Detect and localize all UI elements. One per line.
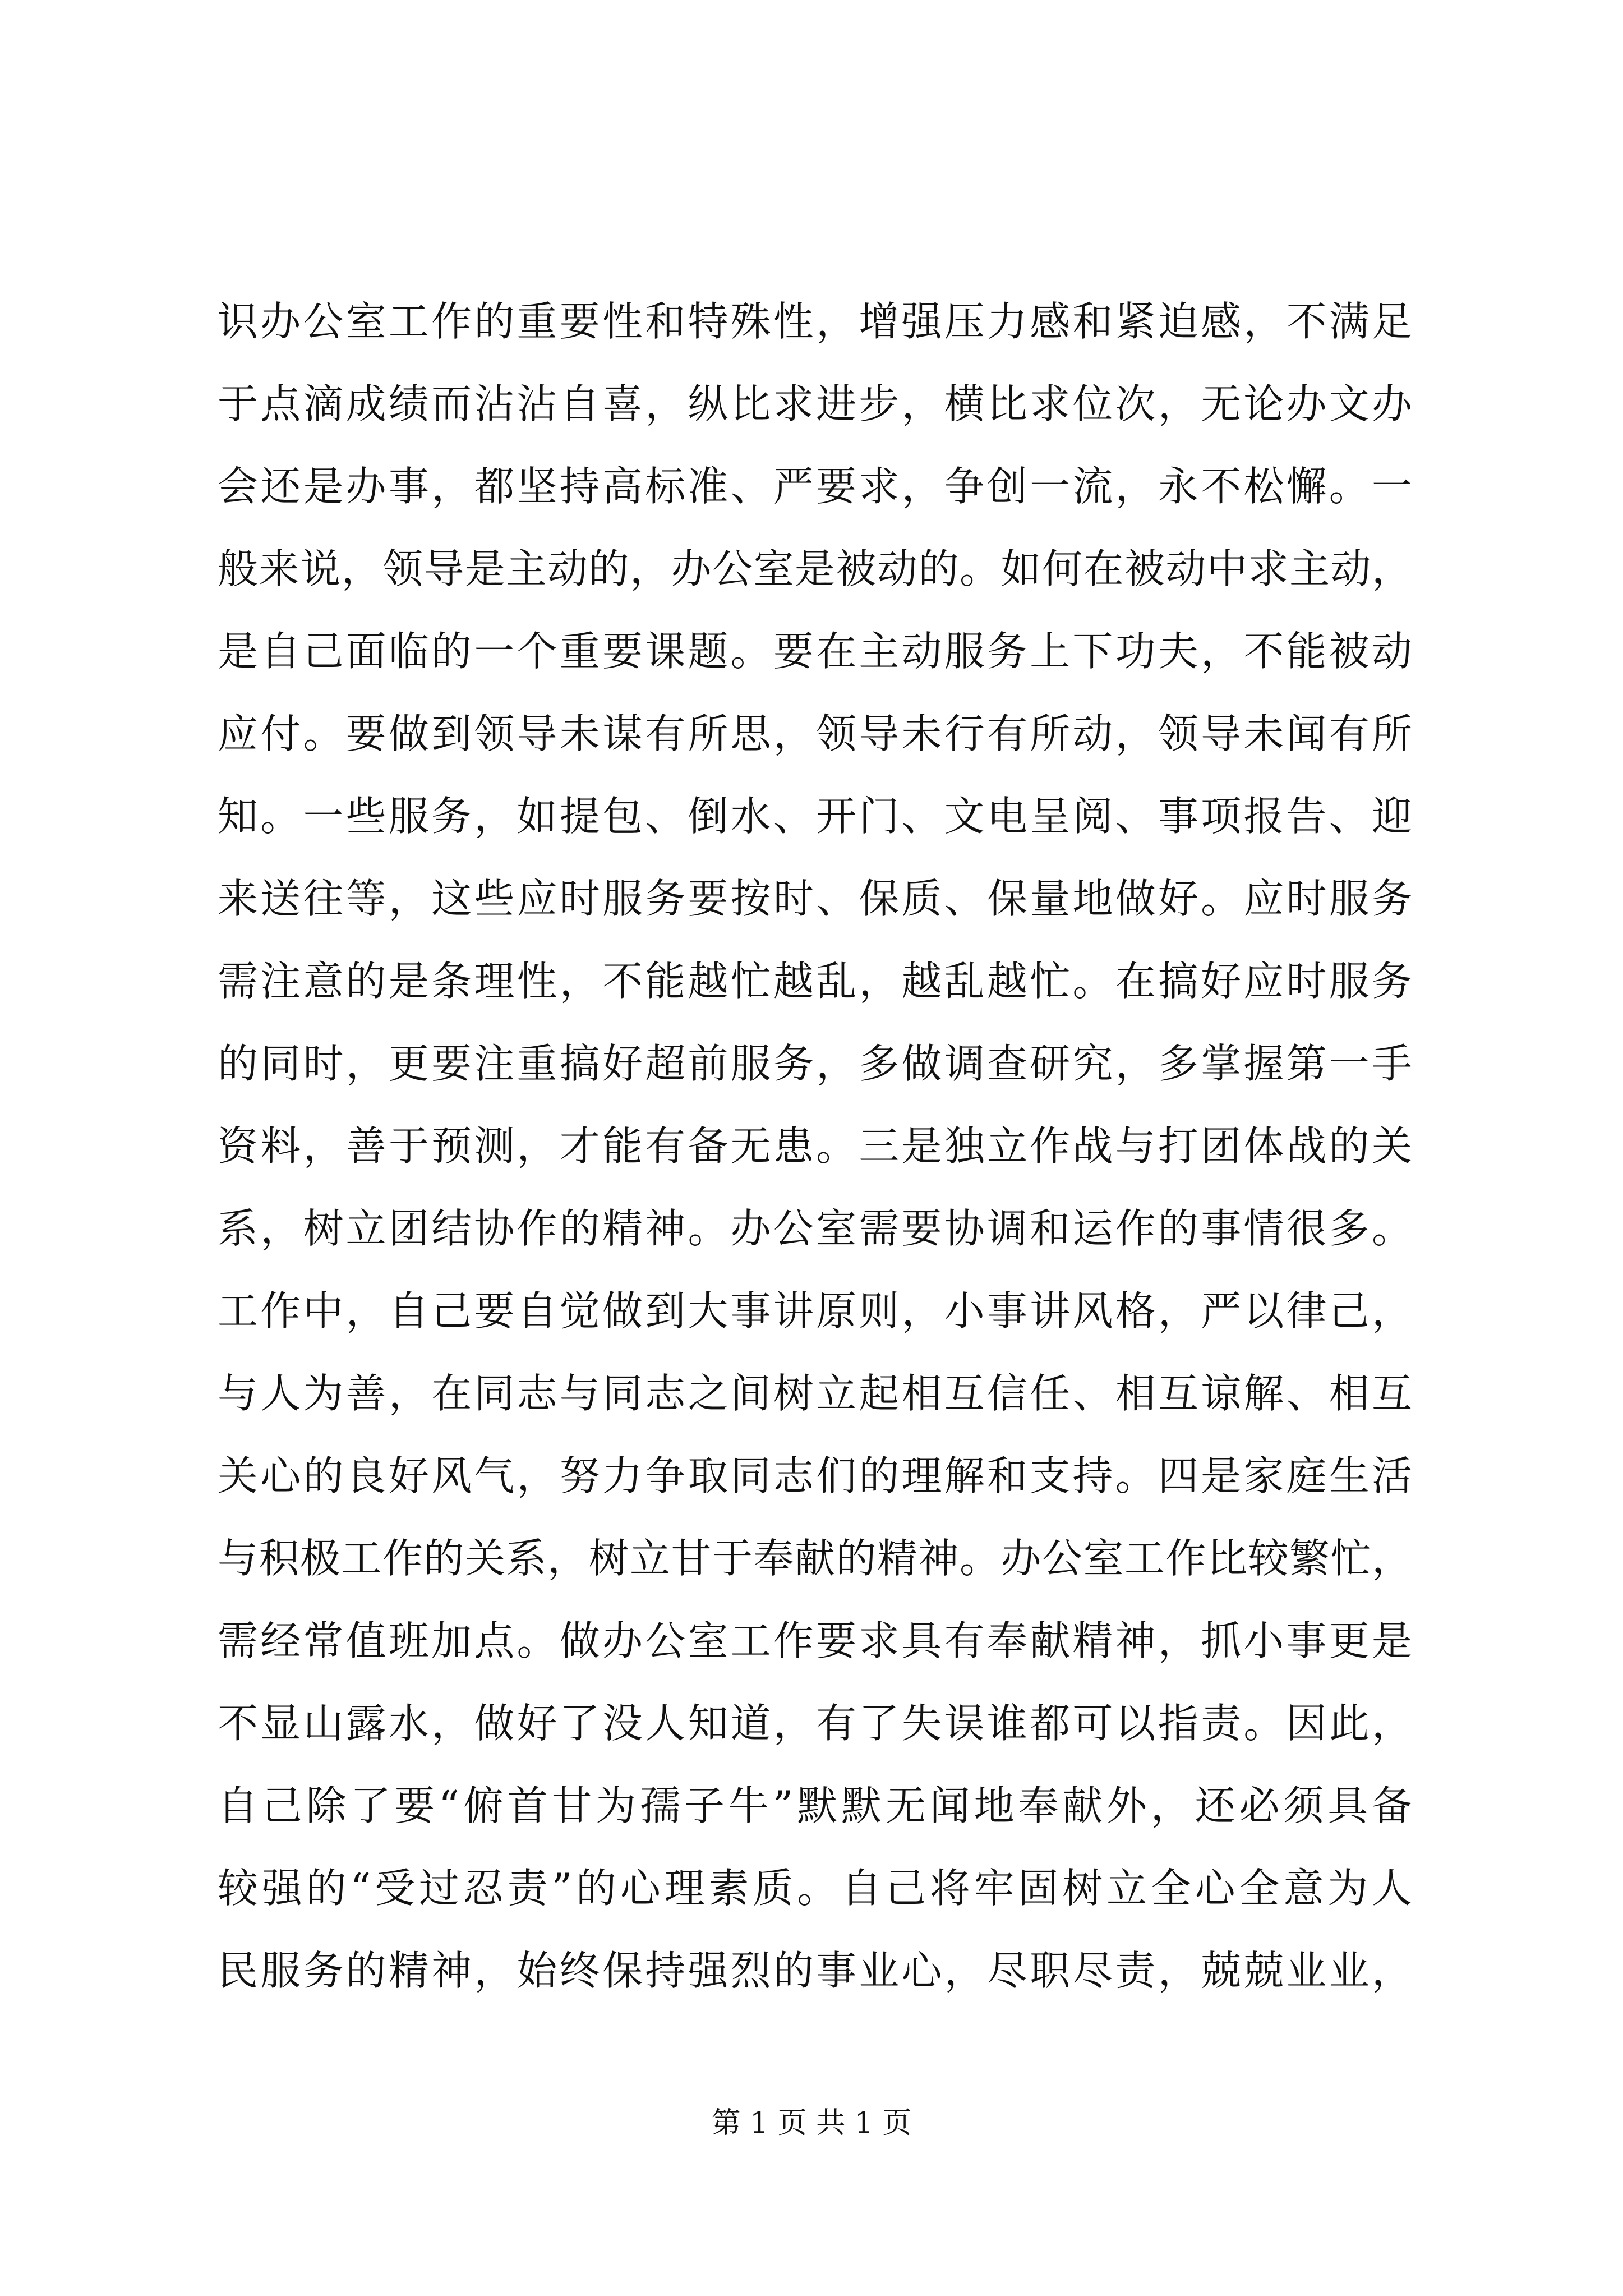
body-text (218, 280, 1412, 2012)
text-line: 来送往等，这些应时服务要按时、保质、保量地做好。应时服务 (218, 875, 1412, 922)
text-line: 自己除了要“俯首甘为孺子牛”默默无闻地奉献外，还必须具备 (218, 1782, 1412, 1829)
text-line: 识办公室工作的重要性和特殊性，增强压力感和紧迫感，不满足 (218, 298, 1412, 345)
text-line: 与积极工作的关系，树立甘于奉献的精神。办公室工作比较繁忙， (218, 1535, 1412, 1582)
text-line: 会还是办事，都坚持高标准、严要求，争创一流，永不松懈。一 (218, 463, 1412, 510)
text-line: 关心的良好风气，努力争取同志们的理解和支持。四是家庭生活 (218, 1452, 1412, 1499)
text-line: 般来说，领导是主动的，办公室是被动的。如何在被动中求主动， (218, 545, 1412, 592)
text-line: 是自己面临的一个重要课题。要在主动服务上下功夫，不能被动 (218, 628, 1412, 675)
text-line: 较强的“受过忍责”的心理素质。自己将牢固树立全心全意为人 (218, 1865, 1412, 1912)
page-footer (0, 2104, 1623, 2143)
page-number: 第 1 页 共 1 页 (711, 2106, 912, 2140)
text-line: 不显山露水，做好了没人知道，有了失误谁都可以指责。因此， (218, 1700, 1412, 1747)
text-line: 系，树立团结协作的精神。办公室需要协调和运作的事情很多。 (218, 1205, 1412, 1252)
text-line: 工作中，自己要自觉做到大事讲原则，小事讲风格，严以律己， (218, 1287, 1412, 1335)
text-line: 需经常值班加点。做办公室工作要求具有奉献精神，抓小事更是 (218, 1617, 1412, 1664)
text-line: 应付。要做到领导未谋有所思，领导未行有所动，领导未闻有所 (218, 710, 1412, 757)
text-line: 与人为善，在同志与同志之间树立起相互信任、相互谅解、相互 (218, 1370, 1412, 1417)
text-line: 民服务的精神，始终保持强烈的事业心，尽职尽责，兢兢业业， (218, 1947, 1412, 1994)
text-line: 于点滴成绩而沾沾自喜，纵比求进步，横比求位次，无论办文办 (218, 380, 1412, 427)
text-line: 资料，善于预测，才能有备无患。三是独立作战与打团体战的关 (218, 1122, 1412, 1170)
text-line: 需注意的是条理性，不能越忙越乱，越乱越忙。在搞好应时服务 (218, 958, 1412, 1005)
text-line: 知。一些服务，如提包、倒水、开门、文电呈阅、事项报告、迎 (218, 793, 1412, 840)
text-line: 的同时，更要注重搞好超前服务，多做调查研究，多掌握第一手 (218, 1040, 1412, 1087)
